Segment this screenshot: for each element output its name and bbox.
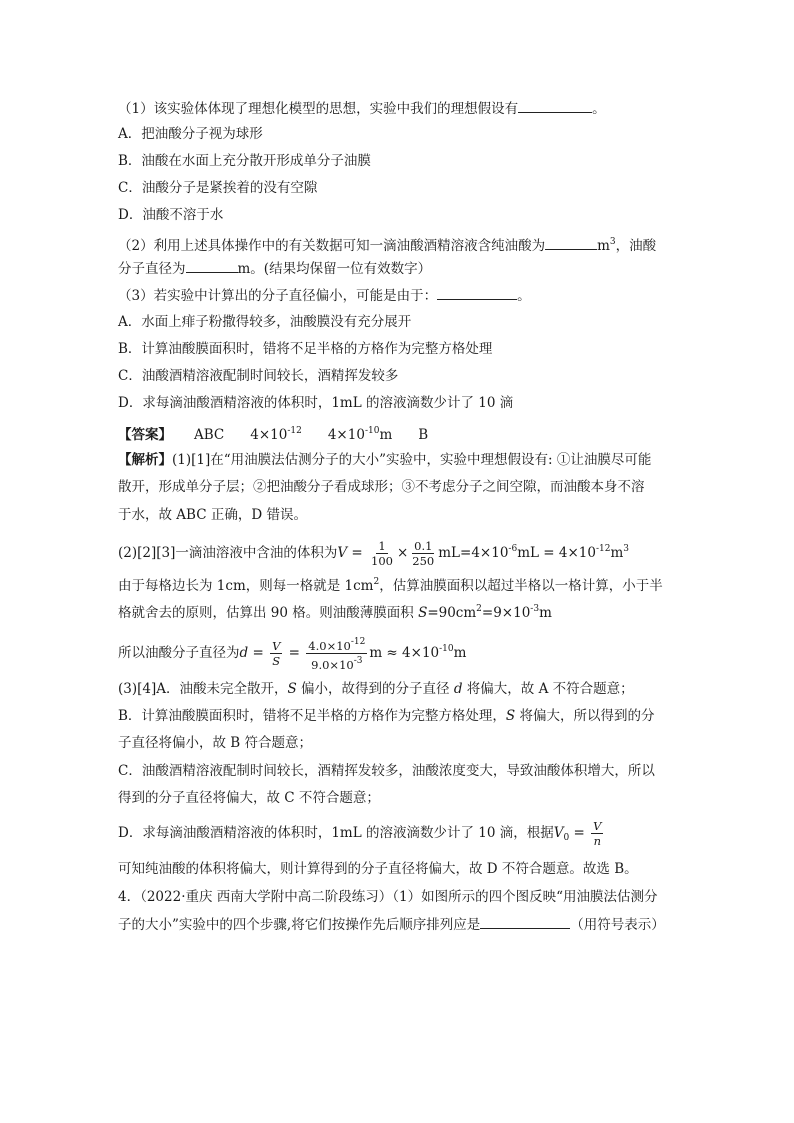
- p5-l1-var2: d: [453, 681, 463, 697]
- analysis-p5-line5: 得到的分子直径将偏大，故 C 不符合题意；: [118, 790, 380, 806]
- q4-line2-end: （用符号表示）: [570, 917, 665, 933]
- p2-fraction-1: [369, 539, 395, 568]
- q1-option-d: D．油酸不溶于水: [118, 207, 224, 223]
- p2-mid2: mL = 4×10: [517, 545, 596, 561]
- q2-line1-text: （2）利用上述具体操作中的有关数据可知一滴油酸酒精溶液含纯油酸为: [118, 238, 546, 254]
- analysis-p5-line6: [118, 816, 688, 855]
- p2-times: ×: [396, 545, 409, 561]
- p3-l2-sup: 2: [476, 604, 482, 614]
- p5-l6-sub: 0: [563, 833, 570, 843]
- analysis-p5-line3: 子直径将偏小，故 B 符合题意；: [118, 735, 313, 751]
- p3-l2-a: 格就舍去的原则，估算出 90 格。则油酸薄膜面积: [118, 605, 419, 621]
- p5-l1-b: 偏小，故得到的分子直径: [296, 681, 454, 697]
- p4-approx: m ≈ 4×10: [369, 645, 440, 661]
- q1-option-c: C．油酸分子是紧挨着的没有空隙: [118, 180, 318, 196]
- analysis-p2-formula: [118, 532, 688, 570]
- analysis-p5-line2: [118, 706, 688, 726]
- analysis-p1-line1: [118, 450, 688, 470]
- q2-line2-text: 分子直径为: [118, 261, 186, 277]
- p2-f1-den: 100: [371, 554, 393, 568]
- p4-f2-num: [306, 635, 367, 654]
- q4-line2: [118, 914, 688, 935]
- q3-option-a: A．水面上痱子粉撒得较多，油酸膜没有充分展开: [118, 314, 412, 330]
- p5-l6-var: V: [553, 825, 564, 841]
- p4-fraction-1: [270, 639, 282, 668]
- q3-stem-text: （3）若实验中计算出的分子直径偏小，可能是由于：: [118, 288, 438, 304]
- q1-answer-blank[interactable]: [518, 98, 592, 113]
- p3-l1-b: ，估算油膜面积以超过半格以一格计算，小于半: [379, 578, 663, 594]
- analysis-p1-line2: 散开，形成单分子层；②把油酸分子看成球形；③不考虑分子之间空隙，而油酸本身不溶: [118, 479, 645, 495]
- p5-l1-var: S: [287, 681, 297, 697]
- p3-l1-sup: 2: [373, 577, 380, 587]
- p2-mid: mL=4×10: [438, 545, 509, 561]
- p4-f1-num: V: [272, 639, 281, 653]
- p4-var: d: [239, 645, 249, 661]
- p4-f2-den-exp: -3: [353, 656, 363, 666]
- p2-f2-den: 250: [412, 554, 435, 568]
- analysis-p5-line4: C．油酸酒精溶液配制时间较长，酒精挥发较多，油酸浓度变大，导致油酸体积增大，所以: [118, 763, 655, 779]
- p5-l2-b: 将偏大，所以得到的分: [515, 708, 655, 724]
- q3-answer-blank[interactable]: [437, 285, 517, 300]
- q4-line2-text: 子的大小”实验中的四个步骤,将它们按操作先后顺序排列应是: [118, 917, 481, 933]
- q3-option-c: C．油酸酒精溶液配制时间较长，酒精挥发较多: [118, 368, 399, 384]
- q2-line2: [118, 258, 688, 279]
- q2-line1: [118, 232, 688, 256]
- p4-eq: =: [248, 645, 269, 661]
- p2-mid-exp: -6: [508, 544, 518, 554]
- p4-f2-num-exp: -12: [350, 637, 366, 647]
- p3-l2-var: S: [418, 605, 428, 621]
- p2-f1-num: 1: [378, 539, 386, 553]
- p2-end: m: [610, 545, 624, 561]
- analysis-p5-line1: [118, 679, 688, 699]
- q3-option-b: B．计算油酸膜面积时，错将不足半格的方格作为完整方格处理: [118, 341, 493, 357]
- q3-option-d: D．求每滴油酸酒精溶液的体积时，1mL 的溶液滴数少计了 10 滴: [118, 395, 514, 411]
- p2-eq: =: [347, 545, 368, 561]
- q2-line2-end: m。(结果均保留一位有效数字）: [237, 261, 432, 277]
- p3-l2-exp: -3: [530, 604, 540, 614]
- q3-stem: [118, 285, 688, 306]
- analysis-label: 【解析】: [118, 452, 172, 468]
- p5-l6-eq: =: [569, 825, 590, 841]
- analysis-p4-formula: [118, 632, 688, 672]
- answer-3-unit: m: [379, 427, 393, 443]
- p4-prefix: 所以油酸分子直径为: [118, 645, 240, 661]
- p3-l2-d: m: [539, 605, 552, 621]
- q4-line1: 4．（2022·重庆 西南大学附中高二阶段练习）（1）如图所示的四个图反映“用油膜法估测分: [118, 889, 658, 905]
- analysis-p1-text: (1)[1]在“用油膜法估测分子的大小”实验中，实验中理想假设有: ①让油膜尽可能: [172, 452, 652, 468]
- q2-volume-blank[interactable]: [545, 235, 597, 250]
- p2-mid2-exp: -12: [595, 544, 611, 554]
- p4-f2-num-base: 4.0×10: [308, 639, 351, 653]
- p5-l2-a: B．计算油酸膜面积时，错将不足半格的方格作为完整方格处理，: [118, 708, 506, 724]
- answer-3-exp: -10: [364, 426, 380, 436]
- p2-prefix: (2)[2][3]一滴油溶液中含油的体积为: [118, 545, 338, 561]
- q3-stem-end: 。: [517, 288, 531, 304]
- answer-1: ABC: [194, 427, 225, 443]
- p4-f2-den: [309, 654, 364, 672]
- p5-l6-num: V: [593, 819, 602, 833]
- q1-stem: [118, 98, 688, 119]
- q2-diameter-blank[interactable]: [186, 258, 238, 273]
- analysis-p3-line1: [118, 572, 688, 596]
- p5-l1-a: (3)[4]A．油酸未完全散开，: [118, 681, 288, 697]
- analysis-p1-line3: 于水，故 ABC 正确，D 错误。: [118, 507, 307, 523]
- p5-l6-den: n: [593, 834, 601, 848]
- p5-l6-fraction: [591, 819, 603, 848]
- p3-l1-a: 由于每格边长为 1cm，则每一格就是 1cm: [118, 578, 374, 594]
- answer-line: [118, 421, 688, 445]
- answer-4: B: [418, 427, 429, 443]
- p4-f1-den: S: [272, 654, 281, 668]
- answer-3-base: 4×10: [327, 427, 365, 443]
- p4-fraction-2: [306, 635, 367, 672]
- p3-l2-c: =9×10: [481, 605, 531, 621]
- q2-unit: m: [597, 238, 610, 254]
- p3-l2-b: =90cm: [427, 605, 477, 621]
- p2-fraction-2: [410, 539, 436, 568]
- p5-l2-var: S: [505, 708, 516, 724]
- p4-f2-den-base: 9.0×10: [311, 658, 354, 672]
- analysis-p5-line7: 可知纯油酸的体积将偏大，则计算得到的分子直径将偏大，故 D 不符合题意。故选 B。: [118, 861, 638, 877]
- answer-2-exp: -12: [287, 426, 302, 436]
- p2-var: V: [337, 545, 348, 561]
- q2-line1-end: ，油酸: [615, 238, 657, 254]
- p4-eq2: =: [284, 645, 305, 661]
- p5-l1-c: 将偏大，故 A 不符合题意；: [462, 681, 634, 697]
- q1-stem-text: （1）该实验体体现了理想化模型的思想，实验中我们的理想假设有: [118, 101, 519, 117]
- p5-l6-a: D．求每滴油酸酒精溶液的体积时，1mL 的溶液滴数少计了 10 滴，根据: [118, 825, 554, 841]
- p2-f2-num: 0.1: [414, 539, 433, 553]
- p2-end-sup: 3: [623, 544, 629, 554]
- p4-approx-exp: -10: [439, 644, 454, 654]
- q1-option-b: B．油酸在水面上充分散开形成单分子油膜: [118, 153, 371, 169]
- p4-unit: m: [453, 645, 467, 661]
- q2-unit-sup: 3: [609, 237, 616, 247]
- q4-answer-blank[interactable]: [480, 914, 570, 929]
- analysis-p3-line2: [118, 599, 688, 623]
- answer-label: 【答案】: [118, 427, 172, 443]
- q1-option-a: A．把油酸分子视为球形: [118, 126, 263, 142]
- answer-2-base: 4×10: [250, 427, 288, 443]
- q1-stem-end: 。: [592, 101, 606, 117]
